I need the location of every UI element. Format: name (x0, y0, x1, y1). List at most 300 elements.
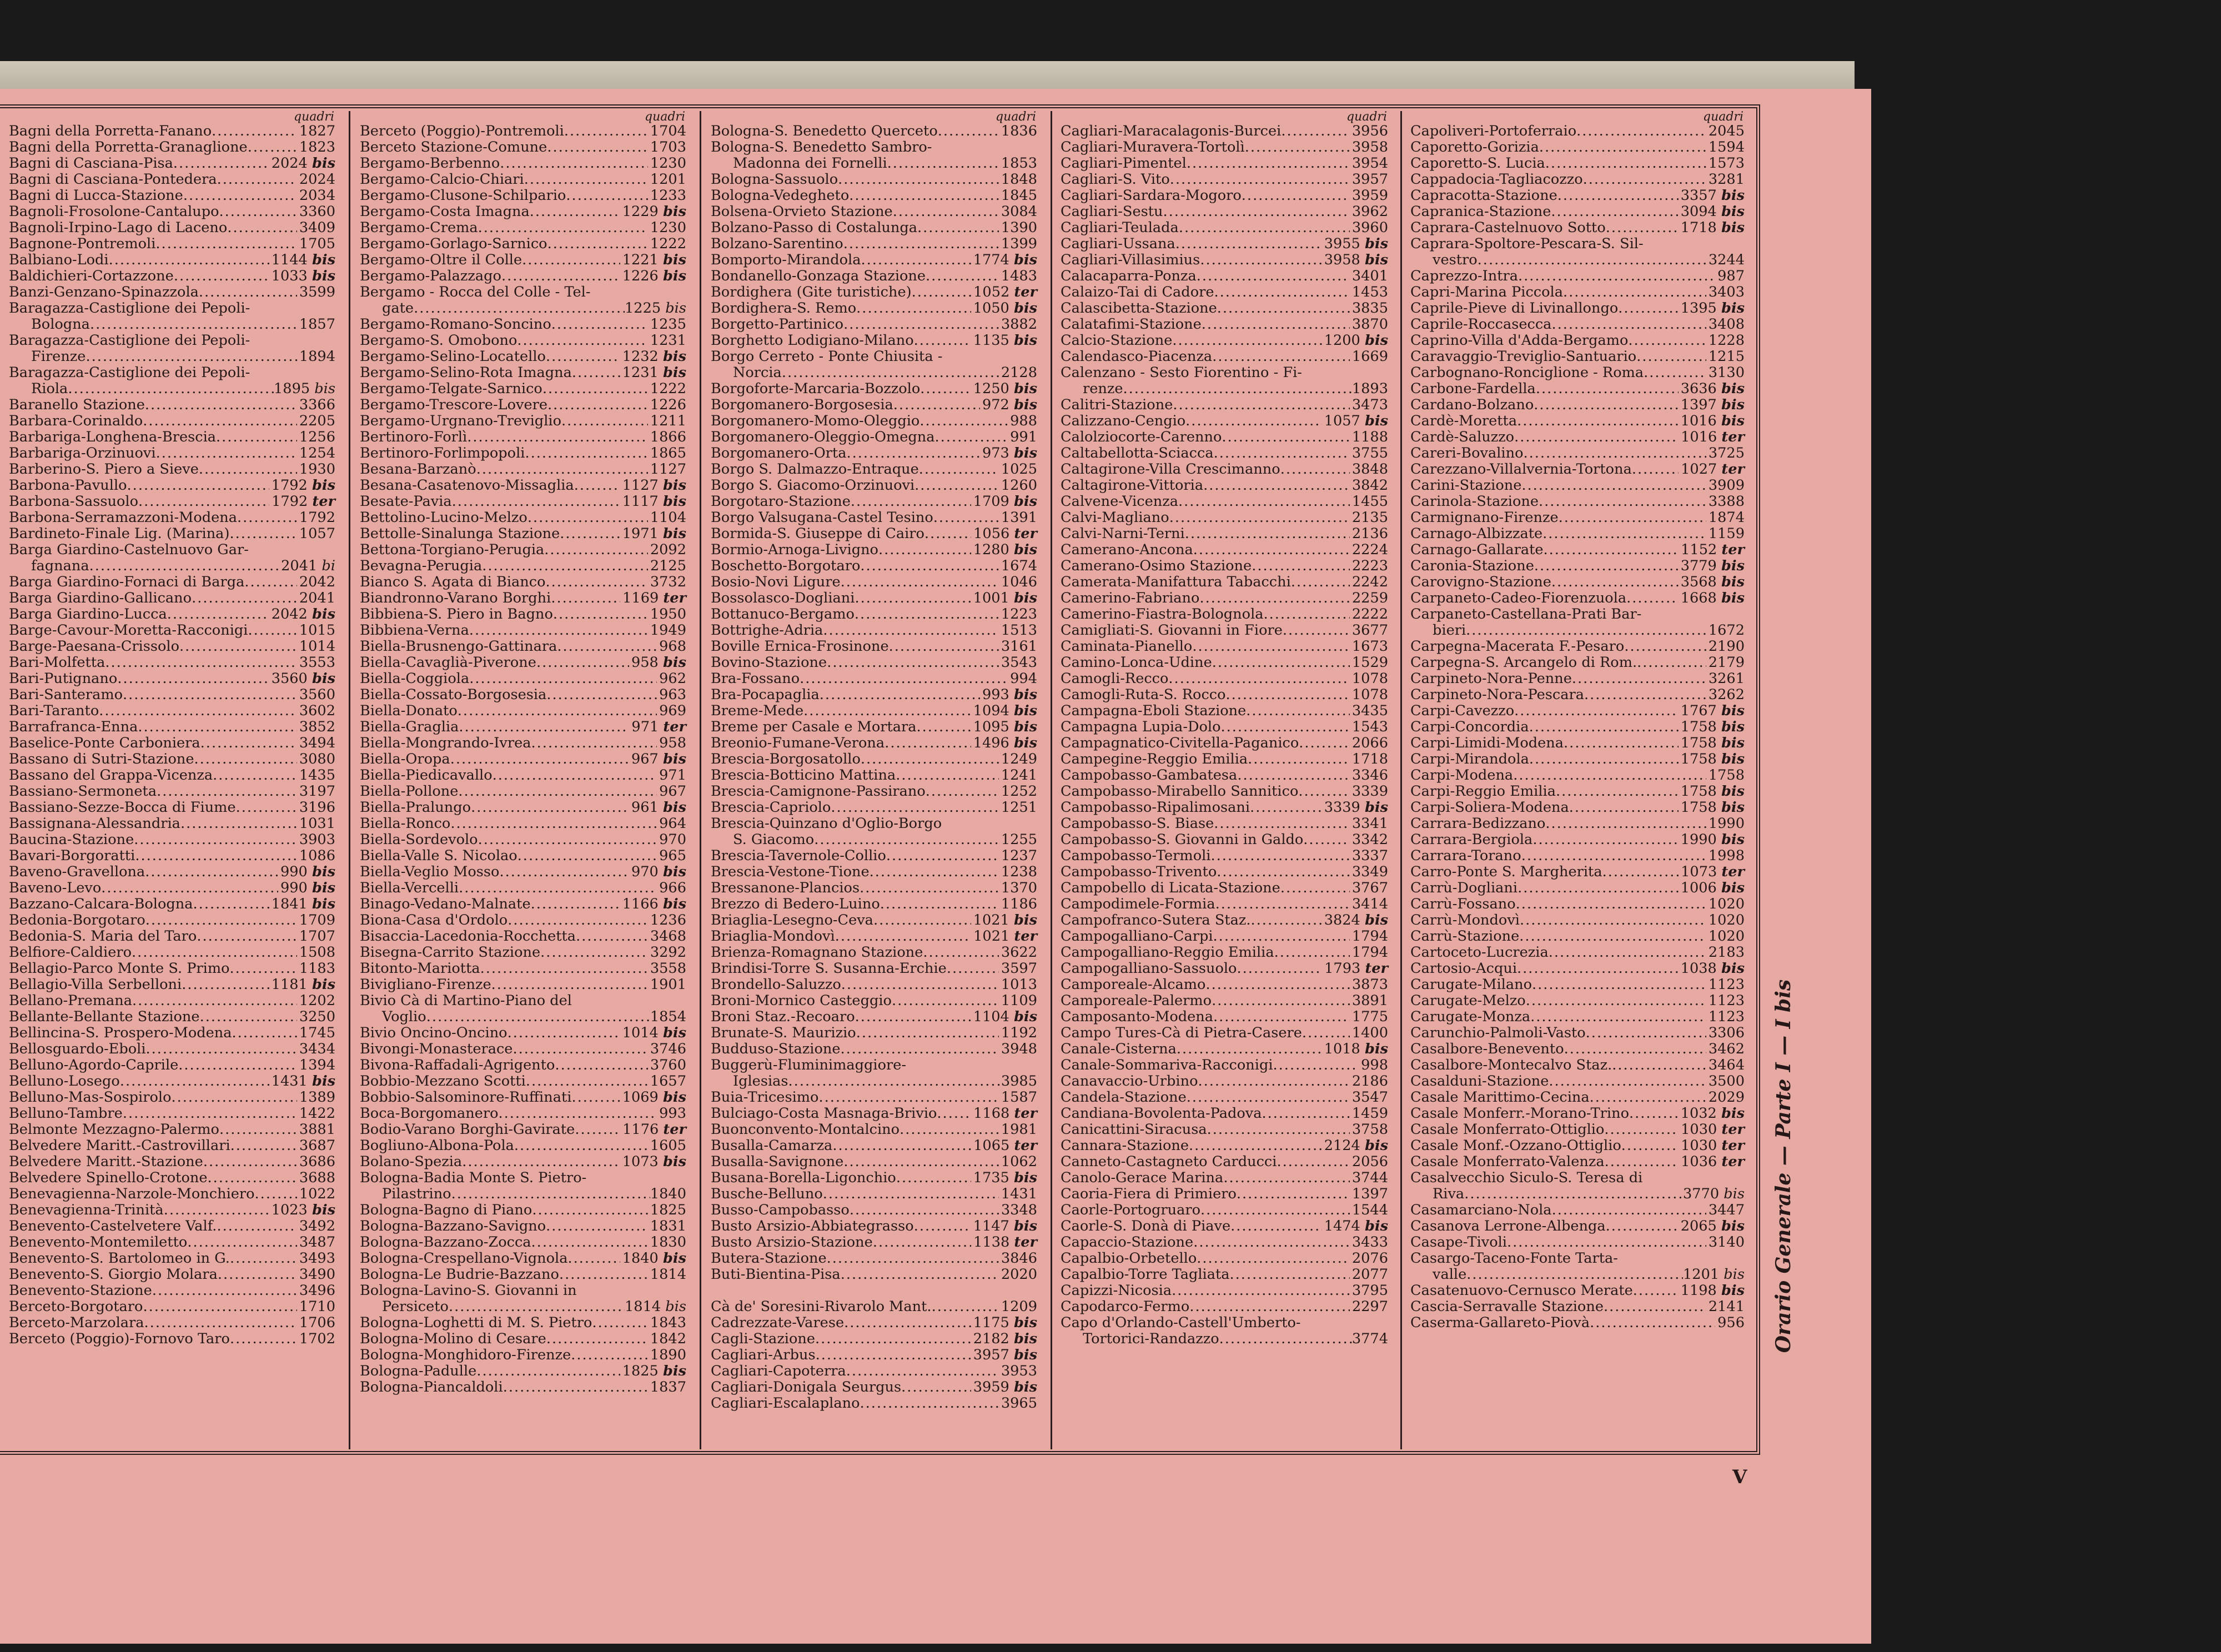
table-number-value: 1006 (1680, 880, 1717, 896)
dot-leader (232, 1025, 297, 1041)
station-name: Biella-Donato (360, 702, 458, 719)
station-name: Barbariga-Orzinuovi (9, 445, 156, 461)
table-number (620, 494, 686, 510)
station-name: Capranica-Stazione (1410, 203, 1551, 220)
dot-leader (1230, 1218, 1322, 1234)
table-number (999, 1089, 1037, 1106)
station-name: Barrafranca-Enna (9, 719, 138, 735)
table-number (648, 574, 686, 590)
table-number (971, 381, 1037, 397)
dot-leader (476, 1363, 620, 1379)
column-divider (700, 111, 701, 1449)
index-entry (9, 928, 341, 945)
table-number (1706, 687, 1745, 703)
table-number (620, 1089, 686, 1106)
station-name: Cannara-Stazione (1061, 1137, 1189, 1154)
table-number-value: 1459 (1351, 1105, 1388, 1122)
station-name: Candela-Stazione (1061, 1089, 1187, 1106)
index-entry (9, 1251, 341, 1267)
table-number (648, 155, 686, 172)
table-number-value: 1201 (650, 171, 686, 188)
index-entry (711, 510, 1043, 526)
table-number (629, 655, 686, 671)
dot-leader (1251, 912, 1322, 928)
station-name: Cagliari-Muravera-Tortolì (1061, 139, 1245, 155)
table-number-value: 1188 (1351, 429, 1388, 445)
station-name: Brindisi-Torre S. Susanna-Erchie (711, 960, 947, 977)
table-suffix: bis (662, 1089, 686, 1106)
table-number (999, 945, 1037, 961)
table-number-value: 1825 (622, 1363, 659, 1379)
table-number-value: 1971 (622, 525, 659, 542)
dot-leader (1552, 1202, 1706, 1218)
table-number (999, 1025, 1037, 1041)
station-name: Bra-Pocapaglia (711, 686, 820, 703)
table-number (999, 204, 1037, 220)
station-name: Bergamo-Urgnano-Treviglio (360, 413, 561, 429)
table-number-value: 3337 (1351, 847, 1388, 864)
index-entry (711, 719, 1043, 735)
station-name: Bagni di Lucca-Stazione (9, 187, 183, 204)
table-number-value: 1705 (299, 235, 335, 252)
table-number-value: 1930 (299, 461, 335, 478)
dot-leader (1529, 719, 1679, 735)
station-name: Bergamo-Crema (360, 219, 478, 236)
index-entry (1061, 1138, 1394, 1154)
table-number (297, 945, 335, 961)
dot-leader (1606, 1218, 1679, 1234)
station-name: Bologna-Molino di Cesare (360, 1330, 546, 1347)
table-number (1350, 155, 1388, 172)
index-entry (1410, 880, 1750, 896)
index-entry (1410, 1154, 1750, 1170)
table-suffix: bis (1013, 493, 1037, 510)
station-name: Caminata-Pianello (1061, 638, 1193, 655)
index-entry (1061, 397, 1394, 413)
table-number-value: 2056 (1351, 1153, 1388, 1170)
station-name: Bologna-Le Budrie-Bazzano (360, 1266, 559, 1283)
dot-leader (1559, 510, 1706, 526)
table-number-value: 1709 (299, 912, 335, 928)
table-number-value: 2041 (281, 558, 318, 574)
table-number (1350, 300, 1388, 317)
station-name: Casale Monferrato-Valenza (1410, 1153, 1605, 1170)
station-name: Carrù-Fossano (1410, 896, 1516, 912)
table-number-value: 2222 (1351, 606, 1388, 622)
table-suffix: bis (1013, 702, 1037, 719)
dot-leader (1534, 397, 1678, 413)
station-name: Camigliati-S. Giovanni in Fiore (1061, 622, 1283, 639)
table-number-value: 3366 (299, 396, 335, 413)
dot-leader (230, 1138, 297, 1154)
dot-leader (1245, 139, 1350, 155)
index-entry (360, 1073, 692, 1089)
dot-leader (1192, 639, 1350, 655)
station-name: Berceto-Borgotaro (9, 1298, 143, 1315)
index-entry (9, 832, 341, 848)
table-number-value: 3306 (1708, 1025, 1745, 1041)
dot-leader (503, 1379, 648, 1395)
table-number-value: 1981 (1001, 1121, 1037, 1138)
table-number (1706, 1057, 1745, 1073)
index-entry (1061, 574, 1394, 590)
index-entry (1061, 1170, 1394, 1186)
index-entry (9, 1041, 341, 1057)
entry-continuation (360, 1009, 692, 1025)
station-name: Casale Marittimo-Cecina (1410, 1089, 1590, 1106)
index-entry (1061, 1073, 1394, 1089)
table-number (1706, 655, 1745, 671)
table-number (1350, 558, 1388, 574)
station-name: Bologna-Vedegheto (711, 187, 850, 204)
index-entry (9, 172, 341, 188)
index-entry (711, 1186, 1043, 1202)
station-name: Bagnone-Pontremoli (9, 235, 156, 252)
station-name: Bergamo-Costa Imagna (360, 203, 530, 220)
station-name: Baveno-Levo (9, 880, 102, 896)
index-entry (9, 639, 341, 655)
dot-leader (933, 510, 999, 526)
table-number (1706, 816, 1745, 832)
table-number (1350, 767, 1388, 784)
table-number (1679, 864, 1745, 880)
dot-leader (1572, 671, 1706, 687)
station-name: Calizzano-Cengio (1061, 413, 1186, 429)
table-suffix: bis (1013, 380, 1037, 397)
table-number (1706, 945, 1745, 961)
table-number (1350, 993, 1388, 1009)
index-entry (9, 1315, 341, 1331)
dot-leader (838, 172, 999, 188)
index-entry (1410, 896, 1750, 912)
station-name: Benevento-S. Giorgio Molara (9, 1266, 218, 1283)
dot-leader (1556, 784, 1679, 800)
index-entry (1061, 461, 1394, 478)
index-entry (1061, 1251, 1394, 1267)
dot-leader (885, 735, 971, 751)
table-number (1322, 1218, 1388, 1234)
column-divider (349, 111, 350, 1449)
station-name: Biella-Coggiola (360, 670, 470, 687)
dot-leader (892, 993, 999, 1009)
table-number-value: 1023 (271, 1202, 308, 1218)
dot-leader (914, 478, 999, 494)
table-number-value: 1057 (1324, 413, 1360, 429)
table-number-value: 1842 (650, 1330, 686, 1347)
index-entry (711, 397, 1043, 413)
table-number-value: 3342 (1351, 831, 1388, 848)
table-number (999, 896, 1037, 912)
dot-leader (1213, 928, 1350, 945)
table-number-value: 3408 (1708, 316, 1745, 333)
table-number-value: 3891 (1351, 992, 1388, 1009)
table-number-value: 3755 (1351, 445, 1388, 461)
index-entry (360, 333, 692, 349)
station-name: Carbognano-Ronciglione - Roma (1410, 364, 1644, 381)
station-name: Campo Tures-Cà di Pietra-Casere (1061, 1025, 1302, 1041)
table-number-value: 3553 (299, 654, 335, 671)
table-number (1322, 413, 1388, 429)
table-number (1706, 1041, 1745, 1057)
station-name: Bassignana-Alessandria (9, 815, 180, 832)
index-entry (360, 1106, 692, 1122)
station-name: Berceto (Poggio)-Fornovo Taro (9, 1330, 230, 1347)
station-name: Camerino-Fabriano (1061, 590, 1200, 606)
index-entry (360, 574, 692, 590)
table-number-value: 3957 (973, 1347, 1009, 1363)
table-number-value: 1854 (650, 1008, 686, 1025)
table-number-value: 1397 (1351, 1186, 1388, 1202)
table-number (971, 928, 1037, 945)
table-number-value: 1222 (650, 235, 686, 252)
table-number (629, 864, 686, 880)
table-number-value: 1016 (1681, 429, 1717, 445)
table-number (971, 1234, 1037, 1251)
index-entry (1061, 1122, 1394, 1138)
table-number (971, 703, 1037, 719)
table-number-value: 1181 (271, 976, 308, 993)
table-number (999, 639, 1037, 655)
table-number-value: 1707 (299, 928, 335, 945)
index-entry (9, 494, 341, 510)
station-name: Biella-Veglio Mosso (360, 863, 500, 880)
index-entry (711, 751, 1043, 767)
table-number (620, 268, 686, 284)
table-number (1350, 880, 1388, 896)
table-number (971, 1009, 1037, 1025)
table-number (297, 526, 335, 542)
index-entry (360, 558, 692, 574)
dot-leader (1185, 526, 1350, 542)
dot-leader (1237, 961, 1322, 977)
table-suffix: bis (662, 1250, 686, 1267)
station-name: Bordighera (Gite turistiche) (711, 284, 912, 300)
station-name: Barbona-Pavullo (9, 477, 127, 494)
index-entry (711, 655, 1043, 671)
entry-name-line (1410, 236, 1750, 252)
index-entry (711, 639, 1043, 655)
dot-leader (218, 1267, 297, 1283)
station-name: Carovigno-Stazione (1410, 574, 1551, 590)
table-suffix: ter (663, 590, 686, 606)
station-name: Camerano-Osimo Stazione (1061, 558, 1252, 574)
table-number-value: 3873 (1351, 976, 1388, 993)
table-number-value: 2076 (1351, 1250, 1388, 1267)
table-suffix: ter (1721, 461, 1745, 478)
index-entry (360, 977, 692, 993)
table-number-value: 1221 (622, 252, 659, 268)
table-number (1350, 188, 1388, 204)
dot-leader (219, 1122, 297, 1138)
dot-leader (143, 1299, 297, 1315)
table-suffix: bis (1721, 751, 1745, 767)
dot-leader (1246, 703, 1350, 719)
table-number-value: 1176 (622, 1121, 659, 1138)
index-entry (9, 139, 341, 155)
table-number (278, 880, 335, 896)
table-suffix: bis (662, 896, 686, 912)
dot-leader (200, 1009, 297, 1025)
dot-leader (827, 1251, 999, 1267)
entry-continuation (1410, 1267, 1750, 1283)
dot-leader (1532, 977, 1706, 993)
table-number-value: 3960 (1351, 219, 1388, 236)
dot-leader (458, 703, 657, 719)
table-number (1706, 639, 1745, 655)
table-number (1350, 671, 1388, 687)
index-entry (1410, 461, 1750, 478)
station-name: Capoliveri-Portoferraio (1410, 123, 1577, 139)
index-entry (711, 1170, 1043, 1186)
table-number-value: 3388 (1708, 493, 1745, 510)
table-number-value: 1021 (973, 912, 1009, 928)
table-number-value: 991 (1010, 429, 1037, 445)
table-number (648, 172, 686, 188)
table-number (648, 317, 686, 333)
table-number-value: 1237 (1001, 847, 1037, 864)
table-number-value: 3197 (299, 783, 335, 800)
dot-leader (846, 445, 980, 461)
table-number (1706, 317, 1745, 333)
table-number-value: 3846 (1001, 1250, 1037, 1267)
index-entry (1061, 848, 1394, 864)
table-number-value: 3965 (1001, 1395, 1037, 1412)
dot-leader (1237, 767, 1350, 784)
index-entry (711, 1363, 1043, 1379)
table-number (999, 558, 1037, 574)
index-entry (711, 912, 1043, 928)
index-entry (711, 928, 1043, 945)
table-number-value: 3774 (1351, 1330, 1388, 1347)
dot-leader (788, 1073, 1001, 1089)
dot-leader (1507, 1234, 1706, 1251)
dot-leader (192, 590, 297, 606)
table-number-value: 1857 (299, 316, 335, 333)
table-number (1350, 478, 1388, 494)
table-suffix: bis (1364, 1137, 1388, 1154)
station-name: Bologna-Badia Monte S. Pietro- (360, 1169, 587, 1186)
table-number-value: 1841 (271, 896, 308, 912)
station-name: Belfiore-Caldiero (9, 944, 132, 961)
index-entry (360, 1347, 692, 1363)
dot-leader (138, 494, 269, 510)
index-entry (711, 1234, 1043, 1251)
table-suffix: bis (311, 670, 335, 687)
column-header-quadri: quadri (293, 111, 334, 124)
index-entry (1410, 1089, 1750, 1106)
station-name: Borgo Valsugana-Castel Tesino (711, 509, 933, 526)
table-number (274, 381, 335, 397)
table-number-value: 1668 (1680, 590, 1717, 606)
table-number-value: 1758 (1680, 783, 1717, 800)
table-number-value: 1827 (299, 123, 335, 139)
entry-name-line (360, 1170, 692, 1186)
table-number-value: 1138 (973, 1234, 1010, 1251)
table-number-value: 1718 (1680, 219, 1717, 236)
station-name: Cagliari-Ussana (1061, 235, 1175, 252)
index-entry (711, 784, 1043, 800)
index-entry (360, 494, 692, 510)
index-entry (360, 1154, 692, 1170)
dot-leader (870, 864, 999, 880)
station-name: valle (1433, 1266, 1467, 1283)
station-name: Cagli-Stazione (711, 1330, 816, 1347)
index-entry (9, 1057, 341, 1073)
station-name: Belluno-Losego (9, 1073, 120, 1089)
dot-leader (1605, 1154, 1679, 1170)
table-number (1706, 123, 1745, 139)
table-number-value: 1135 (973, 332, 1009, 349)
table-number-value: 1025 (1001, 461, 1037, 478)
dot-leader (1202, 317, 1350, 333)
table-number-value: 1166 (622, 896, 659, 912)
index-entry (360, 767, 692, 784)
dot-leader (1633, 1283, 1679, 1299)
dot-leader (1644, 365, 1706, 381)
table-number-value: 3250 (299, 1008, 335, 1025)
station-name: Brunate-S. Maurizio (711, 1025, 856, 1041)
table-suffix: bis (662, 799, 686, 816)
table-number-value: 1095 (973, 719, 1009, 735)
index-entry (360, 784, 692, 800)
dot-leader (227, 220, 297, 236)
index-entry (360, 526, 692, 542)
dot-leader (478, 832, 657, 848)
index-entry (1410, 703, 1750, 719)
dot-leader (843, 236, 999, 252)
dot-leader (1545, 816, 1706, 832)
dot-leader (818, 1089, 998, 1106)
dot-leader (199, 461, 297, 478)
table-number-value: 1758 (1680, 799, 1717, 816)
table-number (1706, 510, 1745, 526)
table-number-value: 1657 (650, 1073, 686, 1089)
table-number (980, 445, 1037, 461)
dot-leader (517, 848, 657, 864)
table-number (620, 204, 686, 220)
table-number (999, 848, 1037, 864)
station-name: Bari-Molfetta (9, 654, 105, 671)
station-name: Bodio-Varano Borghi-Gavirate (360, 1121, 575, 1138)
index-entry (1061, 445, 1394, 461)
station-name: Breme-Mede (711, 702, 804, 719)
table-number-value: 1669 (1351, 348, 1388, 365)
table-number (657, 816, 686, 832)
index-entry (711, 445, 1043, 461)
table-number-value: 1021 (973, 928, 1010, 945)
table-number-value: 2024 (271, 155, 308, 172)
station-name: Bergamo - Rocca del Colle - Tel- (360, 284, 591, 300)
table-number (657, 848, 686, 864)
index-entry (1061, 832, 1394, 848)
table-number-value: 3687 (299, 1137, 335, 1154)
entry-continuation (1061, 1331, 1394, 1347)
table-number-value: 1014 (299, 638, 335, 655)
station-name: Tortorici-Randazzo (1083, 1330, 1219, 1347)
index-entry (360, 252, 692, 268)
index-entry (711, 1106, 1043, 1122)
dot-leader (164, 1202, 269, 1218)
station-name: Bettolle-Sinalunga Stazione (360, 525, 560, 542)
index-entry (360, 896, 692, 912)
station-name: Caserma-Gallareto-Piovà (1410, 1314, 1590, 1331)
station-name: Casargo-Taceno-Fonte Tarta- (1410, 1250, 1618, 1267)
dot-leader (522, 252, 620, 268)
table-number-value: 1894 (299, 348, 335, 365)
dot-leader (1534, 558, 1679, 574)
dot-leader (1544, 542, 1679, 558)
table-number-value: 1702 (299, 1330, 335, 1347)
